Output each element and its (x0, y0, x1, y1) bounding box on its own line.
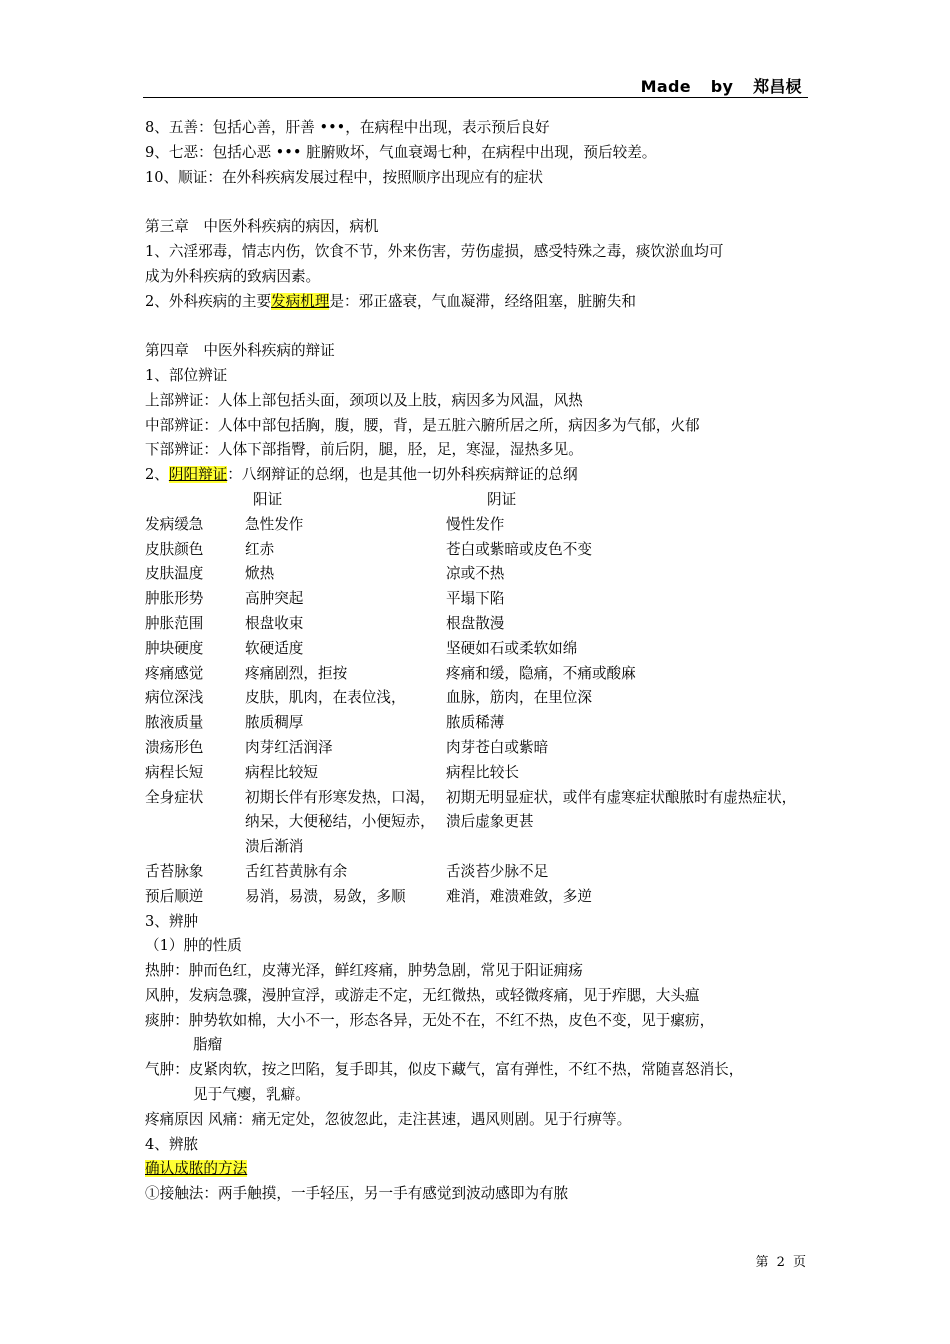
cell-yang: 红赤 (245, 540, 275, 558)
text-line: 痰肿：肿势软如棉，大小不一，形态各异，无处不在，不红不热，皮色不变，见于瘰疬， (145, 1011, 715, 1029)
row-label: 预后顺逆 (145, 887, 204, 905)
cell-yin: 慢性发作 (446, 515, 505, 533)
cell-yang: 病程比较短 (245, 763, 318, 781)
spacer (145, 314, 810, 339)
highlight-term: 阴阳辩证 (168, 466, 228, 484)
cell-yang: 焮热 (245, 565, 275, 583)
cell-yin: 凉或不热 (446, 565, 505, 583)
text-line: 9、七恶：包括心恶 ••• 脏腑败坏，气血衰竭七种，在病程中出现，预后较差。 (145, 143, 657, 161)
text-line: 1、六淫邪毒，情志内伤，饮食不节，外来伤害，劳伤虚损，感受特殊之毒，痰饮淤血均可 (145, 242, 724, 260)
table-row (145, 662, 810, 687)
cell-yin: 肉芽苍白或紫暗 (446, 738, 549, 756)
cell-yin: 根盘散漫 (446, 614, 505, 632)
cell-yang: 疼痛剧烈，拒按 (245, 664, 348, 682)
cell-yang: 初期长伴有形寒发热，口渴，纳呆，大便秘结，小便短赤，溃后渐消 (245, 788, 435, 856)
table-row (145, 538, 810, 563)
text-span: 2、 (145, 466, 169, 484)
row-label: 皮肤颜色 (145, 540, 204, 558)
text-line: 热肿：肿而色红，皮薄光泽，鲜红疼痛，肿势急剧，常见于阳证痈疡 (145, 962, 583, 980)
highlight-term: 确认成脓的方法 (145, 1160, 248, 1178)
text-line: ①接触法：两手触摸，一手轻压，另一手有感觉到波动感即为有脓 (145, 1185, 569, 1203)
page-number: 第 2 页 (755, 1255, 806, 1270)
cell-yin: 难消，难溃难敛，多逆 (446, 887, 592, 905)
text-line: 成为外科疾病的致病因素。 (145, 267, 321, 285)
table-row (145, 612, 810, 637)
text-line-continued: 脂瘤 (193, 1036, 223, 1054)
row-label: 肿块硬度 (145, 639, 204, 657)
table-row (145, 637, 810, 662)
row-label: 溃疡形色 (145, 738, 204, 756)
text-line: 疼痛原因 风痛：痛无定处，忽彼忽此，走注甚速，遇风则剧。见于行痹等。 (145, 1110, 632, 1128)
cell-yin: 苍白或紫暗或皮色不变 (446, 540, 592, 558)
table-row (145, 513, 810, 538)
yin-yang-table (145, 488, 810, 910)
cell-yang: 高肿突起 (245, 590, 304, 608)
document-body (145, 116, 810, 1207)
text-span: ：八纲辩证的总纲，也是其他一切外科疾病辩证的总纲 (227, 466, 578, 484)
table-row (145, 786, 810, 860)
cell-yin: 坚硬如石或柔软如绵 (446, 639, 578, 657)
section-heading: 3、辨肿 (145, 912, 199, 930)
header-author: Made by 郑昌棂 (640, 77, 802, 96)
cell-yang: 易消，易溃，易敛，多顺 (245, 887, 406, 905)
row-label: 脓液质量 (145, 714, 204, 732)
header-rule (143, 97, 808, 98)
table-row (145, 885, 810, 910)
cell-yang: 脓质稠厚 (245, 714, 304, 732)
text-line: 8、五善：包括心善，肝善 •••，在病程中出现，表示预后良好 (145, 119, 550, 136)
section-heading (145, 463, 810, 488)
row-label: 舌苔脉象 (145, 862, 204, 880)
text-line: 上部辨证：人体上部包括头面，颈项以及上肢，病因多为风温，风热 (145, 391, 583, 409)
row-label: 发病缓急 (145, 515, 204, 533)
row-label: 肿胀形势 (145, 590, 204, 608)
row-label: 病程长短 (145, 763, 204, 781)
table-row (145, 761, 810, 786)
header-yang: 阳证 (253, 490, 283, 508)
highlight-line (145, 1157, 810, 1182)
row-label: 肿胀范围 (145, 614, 204, 632)
cell-yin: 病程比较长 (446, 763, 519, 781)
highlight-term: 发病机理 (271, 292, 330, 310)
cell-yin: 血脉，筋肉，在里位深 (446, 689, 592, 707)
text-line: 风肿，发病急骤，漫肿宣浮，或游走不定，无红微热，或轻微疼痛，见于痄腮，大头瘟 (145, 986, 700, 1004)
cell-yin: 舌淡苔少脉不足 (446, 862, 549, 880)
text-span: 是：邪正盛衰，气血凝滞，经络阻塞，脏腑失和 (329, 292, 636, 310)
cell-yang: 舌红苔黄脉有余 (245, 862, 348, 880)
cell-yin: 平塌下陷 (446, 590, 505, 608)
cell-yang: 软硬适度 (245, 639, 304, 657)
table-row (145, 587, 810, 612)
table-row (145, 860, 810, 885)
subsection-heading: （1）肿的性质 (145, 937, 242, 955)
table-header-row (145, 488, 810, 513)
cell-yang: 急性发作 (245, 515, 304, 533)
cell-yang: 根盘收束 (245, 614, 304, 632)
text-line: 中部辨证：人体中部包括胸，腹，腰，背，是五脏六腑所居之所，病因多为气郁，火郁 (145, 416, 700, 434)
cell-yang: 肉芽红活润泽 (245, 738, 333, 756)
text-line: 气肿：皮紧肉软，按之凹陷，复手即其，似皮下藏气，富有弹性，不红不热，常随喜怒消长， (145, 1061, 744, 1079)
header-yin: 阴证 (487, 490, 517, 508)
chapter-title: 第三章 中医外科疾病的病因，病机 (145, 218, 379, 236)
table-body (145, 513, 810, 910)
text-line: 10、顺证：在外科疾病发展过程中，按照顺序出现应有的症状 (145, 168, 544, 186)
table-row (145, 686, 810, 711)
cell-yin: 疼痛和缓，隐痛，不痛或酸麻 (446, 664, 636, 682)
text-line-continued: 见于气瘿，乳癖。 (193, 1086, 310, 1104)
row-label: 皮肤温度 (145, 565, 204, 583)
table-row (145, 736, 810, 761)
page-header (143, 72, 808, 98)
chapter-title: 第四章 中医外科疾病的辩证 (145, 342, 335, 360)
cell-yin: 初期无明显症状，或伴有虚寒症状酿脓时有虚热症状，溃后虚象更甚 (446, 788, 797, 831)
spacer (145, 190, 810, 215)
row-label: 病位深浅 (145, 689, 204, 707)
table-row (145, 562, 810, 587)
row-label: 疼痛感觉 (145, 664, 204, 682)
text-line (145, 290, 810, 315)
text-span: 2、外科疾病的主要 (145, 292, 272, 310)
cell-yang: 皮肤，肌肉，在表位浅， (245, 689, 406, 707)
cell-yin: 脓质稀薄 (446, 714, 505, 732)
table-row (145, 711, 810, 736)
text-line: 下部辨证：人体下部指臀，前后阴，腿，胫，足，寒湿，湿热多见。 (145, 441, 583, 459)
section-heading: 4、辨脓 (145, 1135, 199, 1153)
row-label: 全身症状 (145, 788, 204, 806)
section-heading: 1、部位辨证 (145, 366, 228, 384)
